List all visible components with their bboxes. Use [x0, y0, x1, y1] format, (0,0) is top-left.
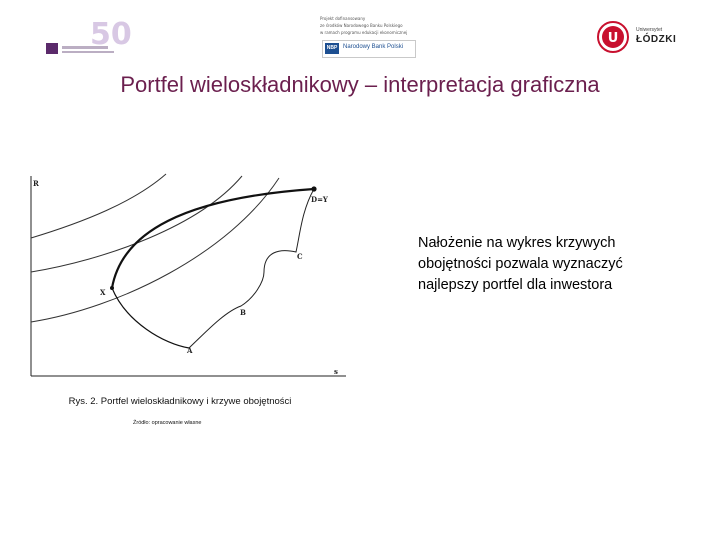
indifference-curve-3	[31, 178, 279, 322]
label-x: X	[100, 288, 106, 297]
indifference-curve-2	[31, 176, 242, 272]
nbp-badge	[322, 40, 416, 58]
slide-description: Nałożenie na wykres krzywych obojętności pozwala wyznaczyć najlepszy portfel dla inwestora	[418, 235, 623, 293]
university-name: ŁÓDZKI	[636, 34, 677, 45]
diagram-svg	[24, 172, 350, 384]
university-small-label: Uniwersytet	[636, 27, 663, 33]
nbp-short: NBP	[325, 43, 339, 54]
logo-50-graphic	[44, 18, 140, 58]
logo-university	[596, 20, 704, 56]
indifference-curve-1	[31, 174, 166, 238]
label-b: B	[240, 308, 246, 317]
nbp-line-2: ze środków Narodowego Banku Polskiego	[320, 23, 403, 28]
point-x	[110, 286, 114, 290]
university-emblem-icon	[596, 20, 630, 54]
label-dy: D=Y	[311, 195, 328, 204]
logo-50-number: 50	[90, 18, 132, 52]
nbp-name: Narodowy Bank Polski	[343, 44, 404, 50]
nbp-line-1: Projekt dofinansowany	[320, 16, 366, 21]
feasible-set-right	[189, 189, 314, 348]
nbp-line-3: w ramach programu edukacji ekonomicznej	[320, 30, 408, 35]
logo-nbp	[318, 14, 418, 60]
indifference-curves-diagram	[24, 172, 350, 384]
point-dy	[311, 186, 316, 191]
feasible-set-left	[112, 288, 189, 348]
y-axis-label: R	[33, 179, 39, 188]
figure-caption: Rys. 2. Portfel wieloskładnikowy i krzywe obojętności	[68, 396, 292, 407]
label-c: C	[297, 252, 303, 261]
logo-50-years	[44, 18, 140, 58]
x-axis-label: s	[334, 367, 338, 376]
efficient-frontier	[112, 189, 314, 288]
university-mark: U	[607, 31, 619, 46]
slide-title: Portfel wieloskładnikowy – interpretacja graficzna	[120, 72, 600, 97]
figure-source: Źródło: opracowanie własne	[133, 420, 202, 426]
label-a: A	[187, 346, 193, 355]
